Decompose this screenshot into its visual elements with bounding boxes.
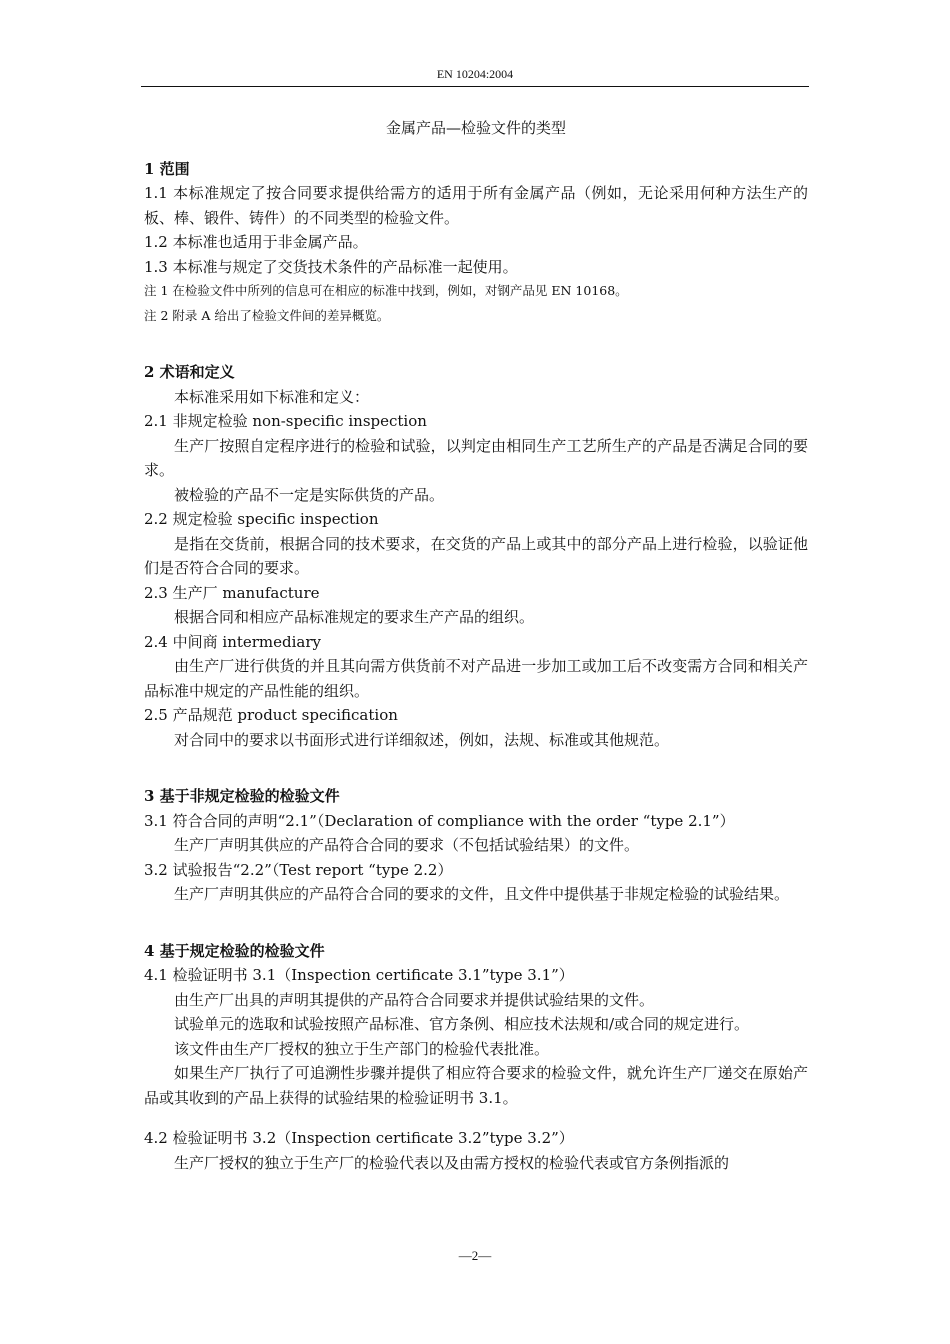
clause-4-2: 4.2 检验证明书 3.2（Inspection certificate 3.2”type 3.2”） xyxy=(144,1129,574,1147)
clause-4-1-text-4: 如果生产厂执行了可追溯性步骤并提供了相应符合要求的检验文件，就允许生产厂递交在原始产品或其收到的产品上获得的试验结果的检验证明书 3.1。 xyxy=(144,1064,808,1107)
note-2: 注 2 附录 A 给出了检验文件间的差异概览。 xyxy=(144,307,390,323)
section-4-heading: 4 基于规定检验的检验文件 xyxy=(144,941,325,960)
clause-1-2: 1.2 本标准也适用于非金属产品。 xyxy=(144,233,368,251)
running-header: EN 10204:2004 xyxy=(436,67,514,81)
document-body xyxy=(144,116,808,1175)
clause-3-2: 3.2 试验报告“2.2”（Test report “type 2.2） xyxy=(144,860,453,879)
document-title: 金属产品—检验文件的类型 xyxy=(385,119,566,137)
clause-4-1-text-3: 该文件由生产厂授权的独立于生产部门的检验代表批准。 xyxy=(174,1039,550,1058)
clause-3-1: 3.1 符合合同的声明“2.1”（Declaration of compliance with the order “type 2.1”） xyxy=(144,811,735,830)
clause-3-2-text: 生产厂声明其供应的产品符合合同的要求的文件，且文件中提供基于非规定检验的试验结果。 xyxy=(174,885,790,903)
term-2-5: 2.5 产品规范 product specification xyxy=(144,706,398,724)
term-2-2-definition: 是指在交货前，根据合同的技术要求，在交货的产品上或其中的部分产品上进行检验，以验证他们是否符合合同的要求。 xyxy=(144,534,808,577)
term-2-2: 2.2 规定检验 specific inspection xyxy=(144,510,379,528)
term-2-4: 2.4 中间商 intermediary xyxy=(144,632,322,651)
section-1-heading: 1 范围 xyxy=(144,159,190,178)
clause-4-2-text-1: 生产厂授权的独立于生产厂的检验代表以及由需方授权的检验代表或官方条例指派的 xyxy=(174,1153,730,1172)
section-3-heading: 3 基于非规定检验的检验文件 xyxy=(144,787,340,805)
section-2-intro: 本标准采用如下标准和定义： xyxy=(174,387,370,406)
note-1: 注 1 在检验文件中所列的信息可在相应的标准中找到，例如，对钢产品见 EN 10168。 xyxy=(144,283,628,298)
page-number: —2— xyxy=(458,1248,492,1263)
term-2-5-definition: 对合同中的要求以书面形式进行详细叙述，例如，法规、标准或其他规范。 xyxy=(174,730,670,749)
clause-4-1: 4.1 检验证明书 3.1（Inspection certificate 3.1”type 3.1”） xyxy=(144,966,574,984)
term-2-1-definition: 生产厂按照自定程序进行的检验和试验，以判定由相同生产工艺所生产的产品是否满足合同的要求。 xyxy=(144,436,808,479)
term-2-3-definition: 根据合同和相应产品标准规定的要求生产产品的组织。 xyxy=(174,608,535,626)
clause-3-1-text: 生产厂声明其供应的产品符合合同的要求（不包括试验结果）的文件。 xyxy=(174,836,640,854)
section-2-heading: 2 术语和定义 xyxy=(144,363,235,381)
header-rule xyxy=(141,86,809,87)
term-2-1-note: 被检验的产品不一定是实际供货的产品。 xyxy=(174,485,445,504)
term-2-1: 2.1 非规定检验 non-specific inspection xyxy=(144,412,427,430)
clause-4-1-text-1: 由生产厂出具的声明其提供的产品符合合同要求并提供试验结果的文件。 xyxy=(174,990,655,1009)
term-2-3: 2.3 生产厂 manufacture xyxy=(144,583,320,602)
clause-1-3: 1.3 本标准与规定了交货技术条件的产品标准一起使用。 xyxy=(144,257,518,276)
clause-1-1: 1.1 本标准规定了按合同要求提供给需方的适用于所有金属产品（例如，无论采用何种方法生产的板、棒、锻件、铸件）的不同类型的检验文件。 xyxy=(144,184,808,227)
clause-4-1-text-2: 试验单元的选取和试验按照产品标准、官方条例、相应技术法规和/或合同的规定进行。 xyxy=(174,1015,750,1033)
term-2-4-definition: 由生产厂进行供货的并且其向需方供货前不对产品进一步加工或加工后不改变需方合同和相关产品标准中规定的产品性能的组织。 xyxy=(144,657,808,700)
